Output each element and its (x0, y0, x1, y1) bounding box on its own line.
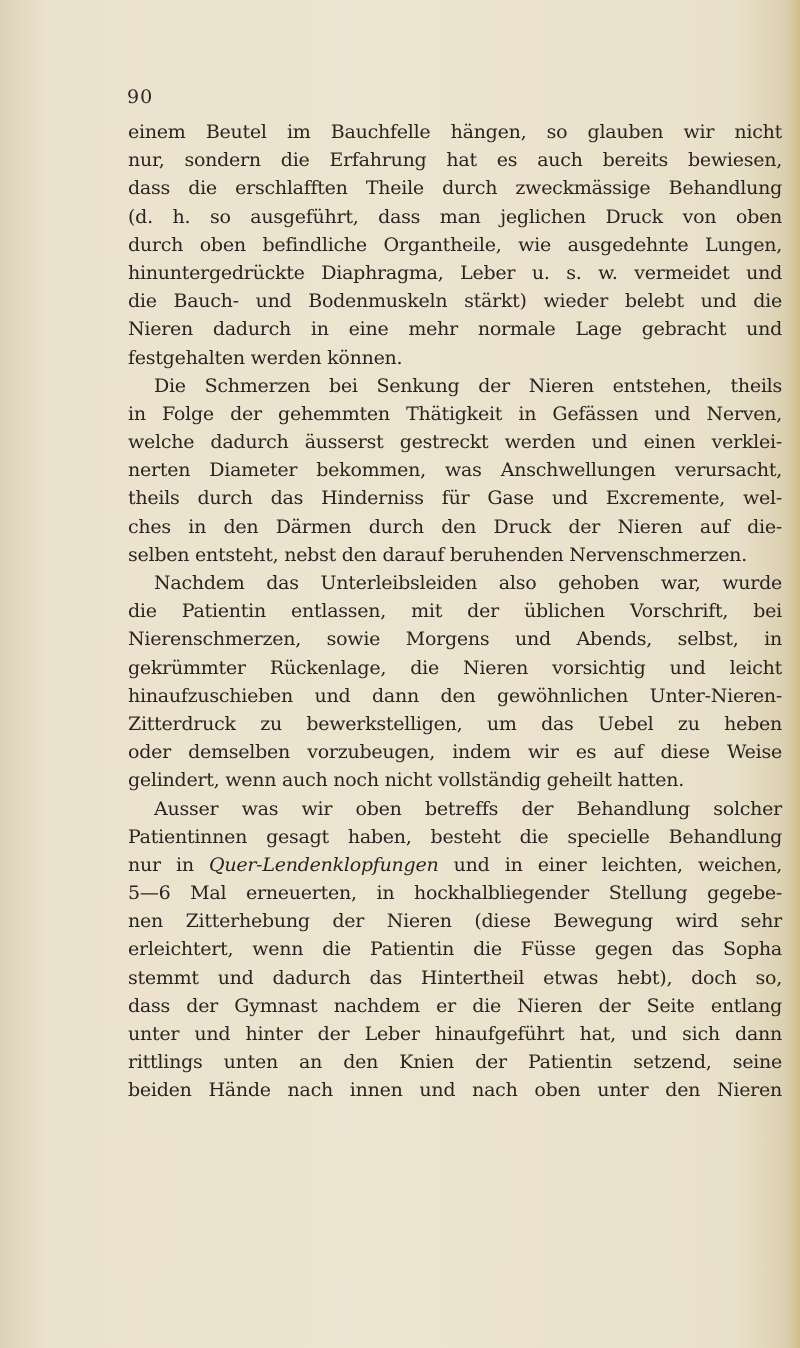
text-line: nen Zitterhebung der Nieren (diese Bewegung wird sehr (128, 910, 782, 933)
text-line (128, 851, 782, 879)
text-line: die Bauch- und Bodenmuskeln stärkt) wieder belebt und die (128, 290, 782, 313)
text-line: nur, sondern die Erfahrung hat es auch bereits bewiesen, (128, 149, 782, 172)
page-edge-shadow (786, 0, 800, 1348)
text-line: durch oben befindliche Organtheile, wie ausgedehnte Lungen, (128, 233, 782, 256)
text-line: Patientinnen gesagt haben, besteht die specielle Behandlung (128, 825, 782, 848)
text-line: nerten Diameter bekommen, was Anschwellungen verursacht, (128, 459, 782, 482)
text-line: beiden Hände nach innen und nach oben unter den Nieren (128, 1079, 782, 1102)
page-number: 90 (127, 86, 154, 108)
text-line: (d. h. so ausgeführt, dass man jeglichen Druck von oben (128, 205, 782, 228)
text-line: rittlings unten an den Knien der Patientin setzend, seine (128, 1051, 782, 1074)
text-line: dass der Gymnast nachdem er die Nieren der Seite entlang (128, 994, 782, 1017)
text-line: festgehalten werden können. (128, 346, 403, 369)
text-line: dass die erschlafften Theile durch zweckmässige Behandlung (128, 177, 782, 200)
text-line: gekrümmter Rückenlage, die Nieren vorsichtig und leicht (128, 656, 782, 679)
text-line: oder demselben vorzubeugen, indem wir es auf diese Weise (128, 741, 782, 764)
text-line: selben entsteht, nebst den darauf beruhenden Nervenschmerzen. (128, 543, 747, 566)
text-line: hinaufzuschieben und dann den gewöhnlichen Unter-Nieren- (128, 684, 782, 707)
text-line: Die Schmerzen bei Senkung der Nieren entstehen, theils (154, 374, 782, 397)
text-line: ches in den Därmen durch den Druck der Nieren auf die- (128, 515, 782, 538)
text-line: Nieren dadurch in eine mehr normale Lage gebracht und (128, 318, 782, 341)
text-line: einem Beutel im Bauchfelle hängen, so glauben wir nicht (128, 121, 782, 143)
text-line: gelindert, wenn auch noch nicht vollständig geheilt hatten. (128, 769, 685, 792)
emphasized-term: Quer-Lendenklopfungen (209, 853, 439, 876)
text-line: Ausser was wir oben betreffs der Behandlung solcher (154, 797, 782, 820)
text-line: unter und hinter der Leber hinaufgeführt hat, und sich dann (128, 1023, 782, 1045)
text-line: in Folge der gehemmten Thätigkeit in Gefässen und Nerven, (128, 402, 782, 425)
text-segment: nur in (128, 853, 210, 876)
text-line: theils durch das Hinderniss für Gase und Excremente, wel- (128, 487, 782, 510)
text-line: Nachdem das Unterleibsleiden also gehoben war, wurde (154, 572, 782, 594)
text-segment: und in einer leichten, weichen, (438, 853, 782, 876)
text-line: hinuntergedrückte Diaphragma, Leber u. s. w. vermeidet und (128, 261, 782, 284)
text-line: Nierenschmerzen, sowie Morgens und Abends, selbst, in (128, 628, 782, 651)
text-line: erleichtert, wenn die Patientin die Füsse gegen das Sopha (128, 938, 782, 961)
text-line: Zitterdruck zu bewerkstelligen, um das Uebel zu heben (128, 712, 782, 735)
text-line: welche dadurch äusserst gestreckt werden und einen verklei- (128, 431, 782, 454)
body-text (128, 118, 782, 1105)
text-line: 5—6 Mal erneuerten, in hockhalbliegender Stellung gegebe- (128, 882, 782, 905)
text-line: stemmt und dadurch das Hintertheil etwas hebt), doch so, (128, 966, 782, 989)
text-line: die Patientin entlassen, mit der üblichen Vorschrift, bei (128, 600, 782, 623)
